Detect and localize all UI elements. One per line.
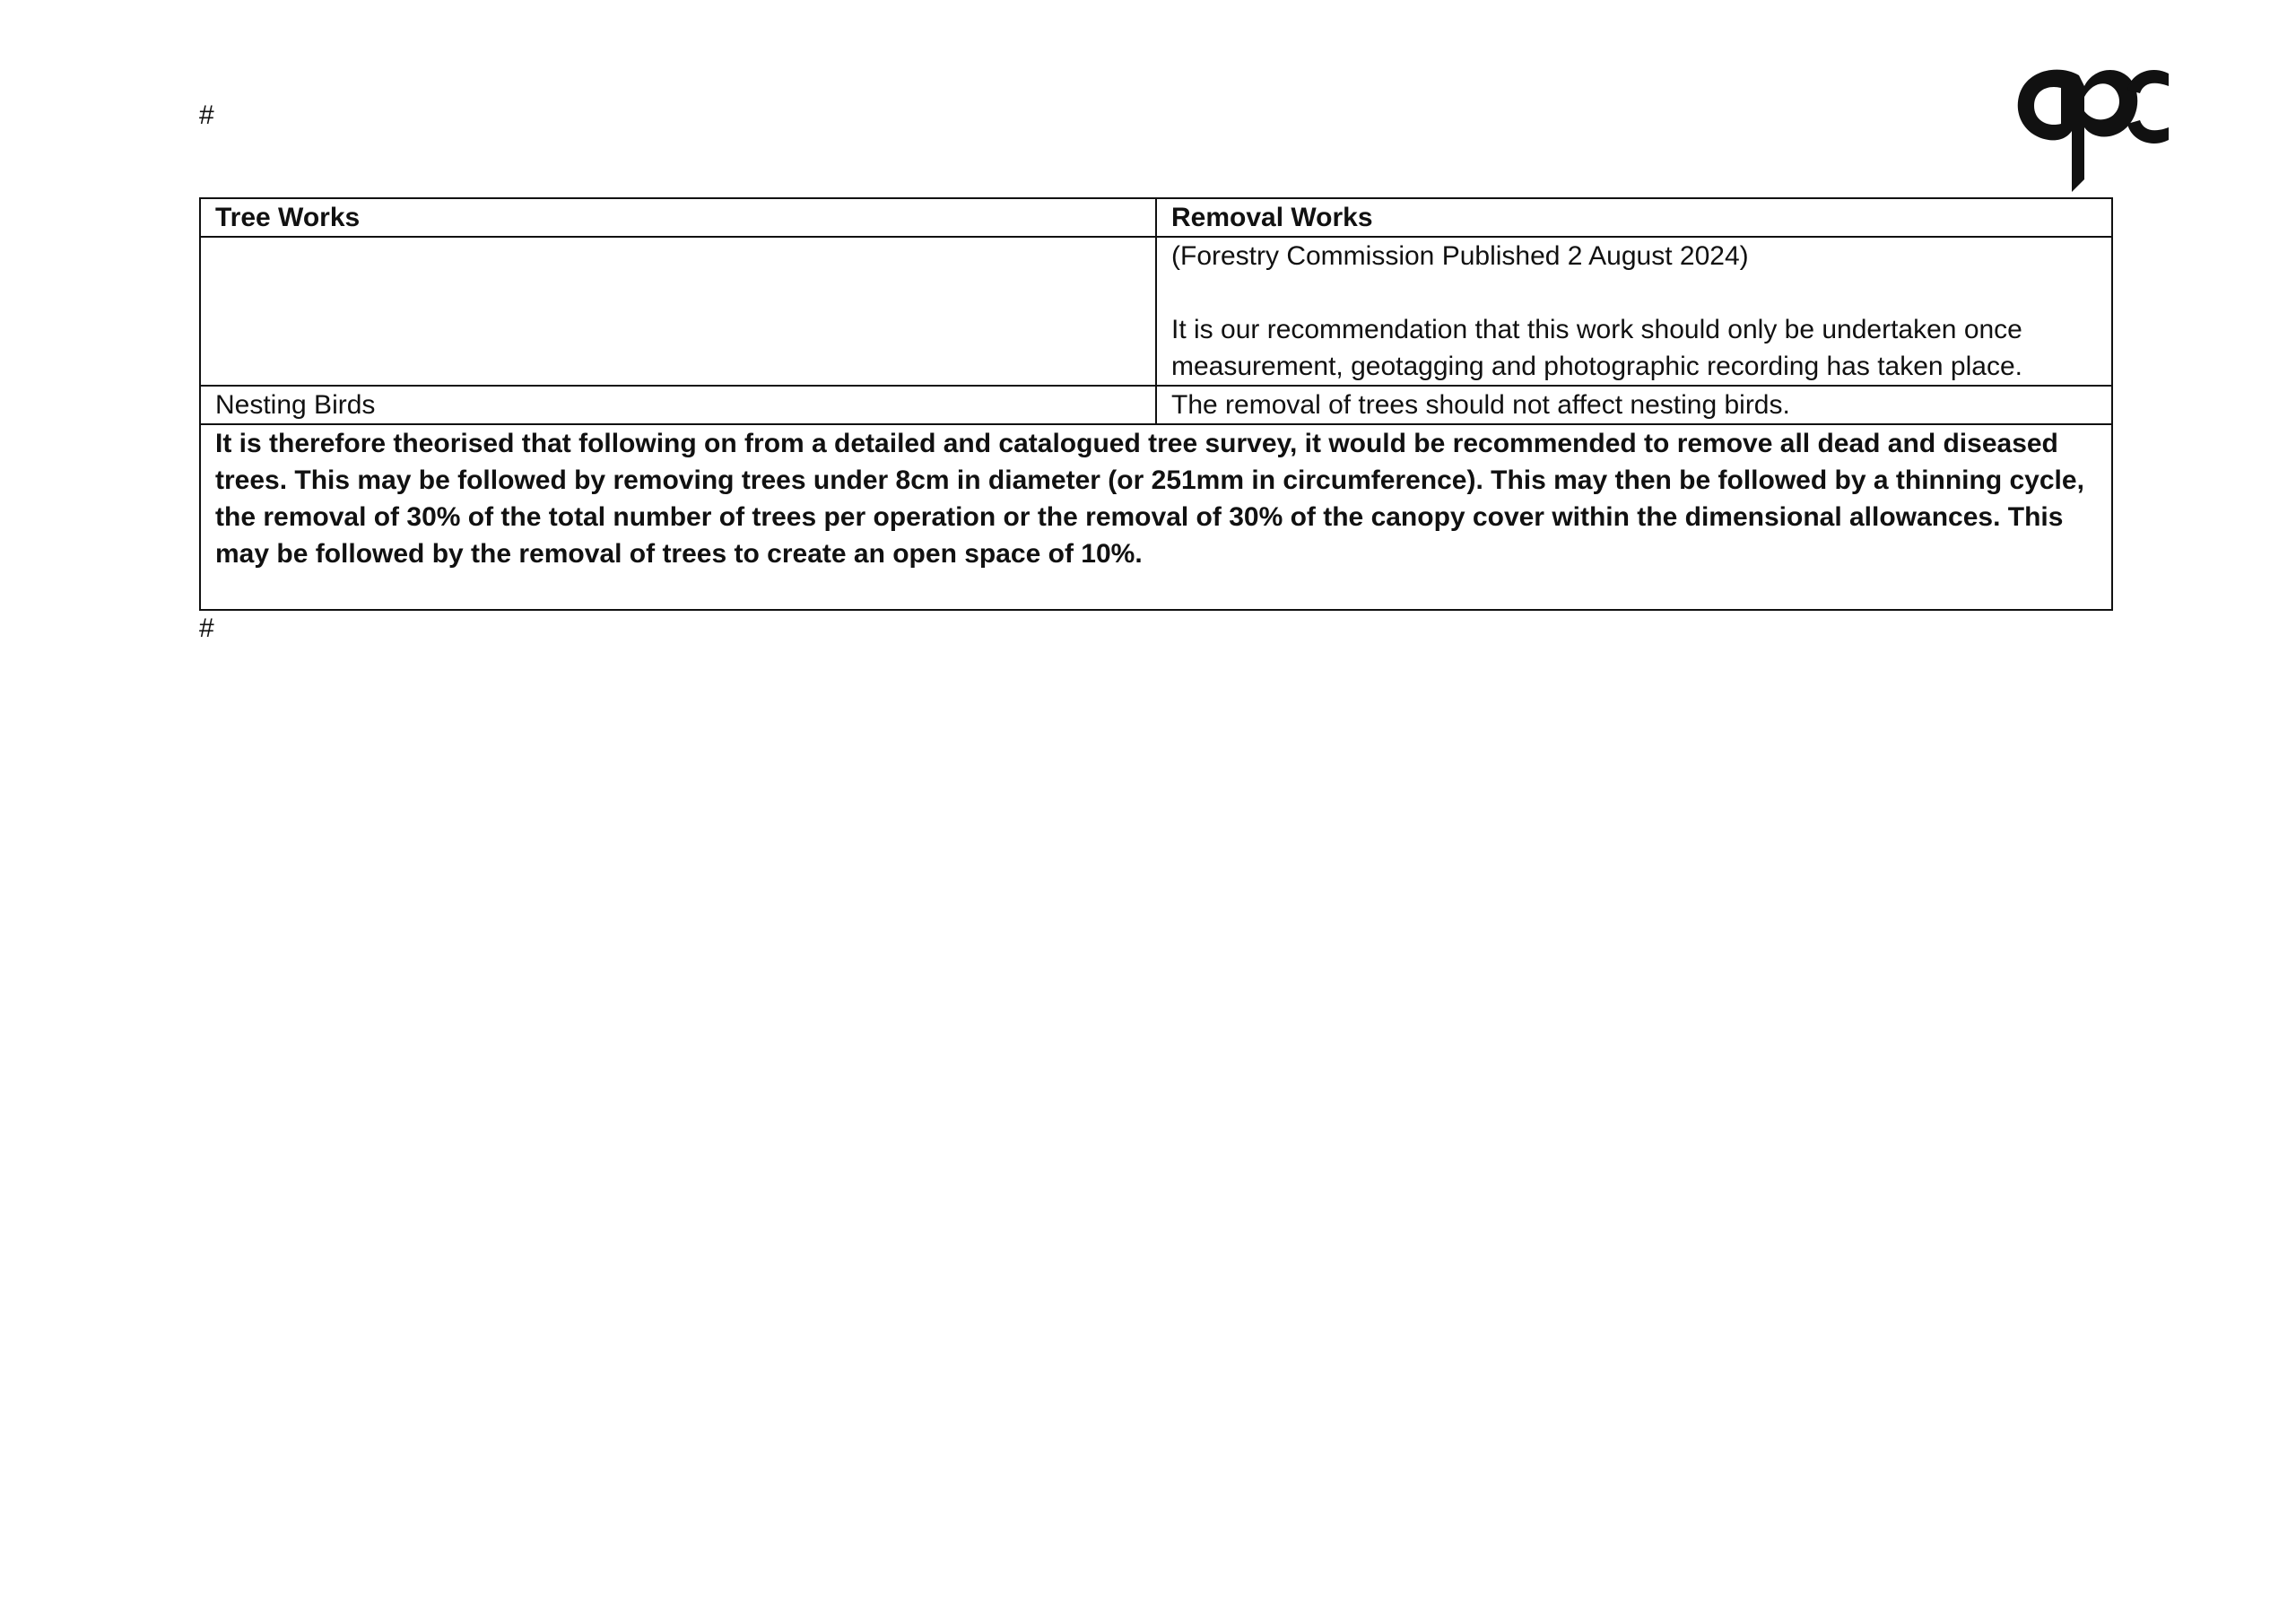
company-logo-icon [2009, 61, 2170, 192]
table-row [200, 386, 2112, 424]
table-cell-nesting-note: The removal of trees should not affect nesting birds. [1156, 386, 2112, 424]
table-cell-nesting-birds: Nesting Birds [200, 386, 1156, 424]
table-cell-empty [200, 237, 1156, 386]
tree-works-table [199, 197, 2113, 611]
header-removal-works: Removal Works [1156, 198, 2112, 237]
page-marker-bottom: # [199, 613, 214, 643]
table-header-row [200, 198, 2112, 237]
table-summary-row [200, 424, 2112, 610]
recommendation-text: It is our recommendation that this work should only be undertaken once measurement, geotagging and photographic recording has taken place. [1171, 315, 2022, 381]
summary-text: It is therefore theorised that following on from a detailed and catalogued tree survey, it would be recommended to remove all dead and diseased trees. This may be followed by removing trees under 8cm in diameter (or 251mm in circumference). This may then be followed by a thinning cycle, the removal of 30% of the total number of trees per operation or the removal of 30% of the canopy cover within the dimensional allowances. This may be followed by the removal of trees to create an open space of 10%. [215, 429, 2084, 569]
table-row [200, 237, 2112, 386]
table-cell-forestry [1156, 237, 2112, 386]
forestry-reference: (Forestry Commission Published 2 August 2024) [1171, 241, 1749, 271]
paragraph-gap [1171, 274, 2097, 311]
summary-cell [200, 424, 2112, 610]
header-tree-works: Tree Works [200, 198, 1156, 237]
page-marker-top: # [199, 100, 214, 130]
